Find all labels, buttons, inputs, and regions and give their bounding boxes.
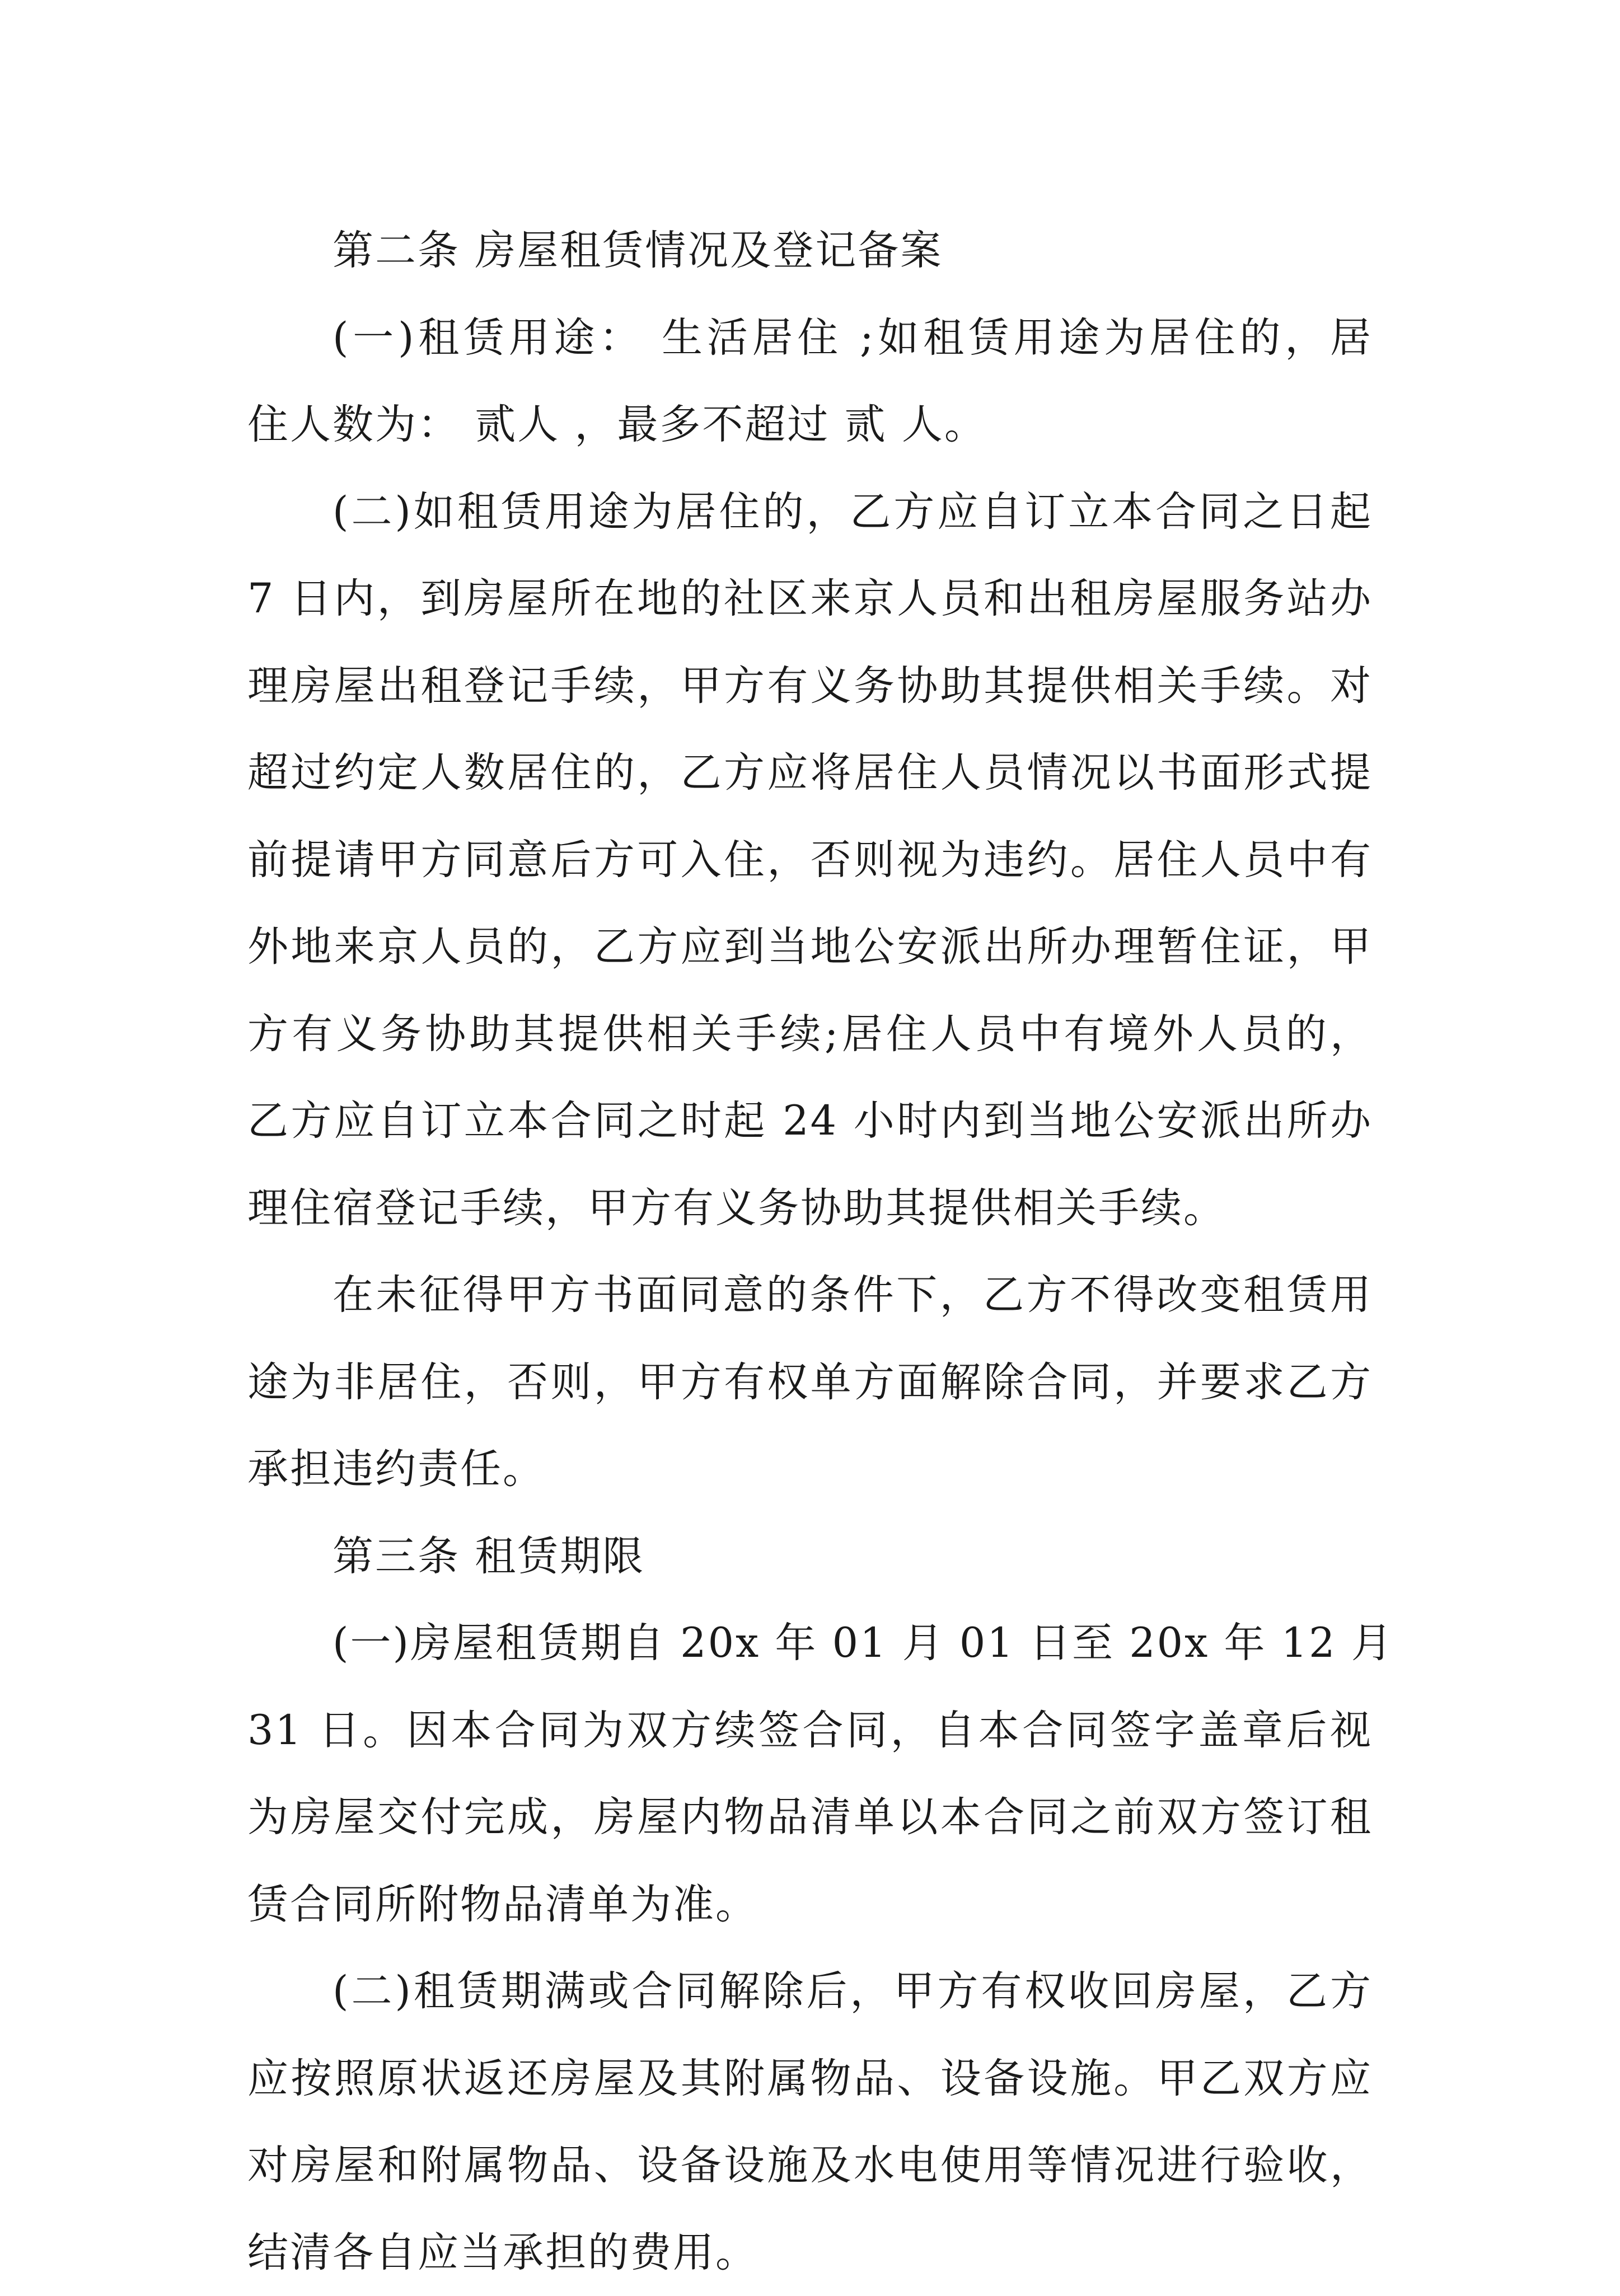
text-line: (一)租赁用途： 生活居住 ;如租赁用途为居住的，居 — [247, 294, 1373, 382]
text-line: 乙方应自订立本合同之时起 24 小时内到当地公安派出所办 — [247, 1077, 1373, 1165]
text-line: 承担违约责任。 — [247, 1426, 1373, 1513]
text-line: 途为非居住，否则，甲方有权单方面解除合同，并要求乙方 — [247, 1339, 1373, 1426]
text-line: 应按照原状返还房屋及其附属物品、设备设施。甲乙双方应 — [247, 2035, 1373, 2122]
text-line: 在未征得甲方书面同意的条件下，乙方不得改变租赁用 — [247, 1252, 1373, 1339]
text-line: 7 日内，到房屋所在地的社区来京人员和出租房屋服务站办 — [247, 555, 1373, 643]
text-line: 外地来京人员的，乙方应到当地公安派出所办理暂住证，甲 — [247, 903, 1373, 991]
text-line: 31 日。因本合同为双方续签合同，自本合同签字盖章后视 — [247, 1687, 1373, 1774]
text-line: (二)租赁期满或合同解除后，甲方有权收回房屋，乙方 — [247, 1948, 1373, 2035]
text-line: 赁合同所附物品清单为准。 — [247, 1861, 1373, 1948]
text-line: 为房屋交付完成，房屋内物品清单以本合同之前双方签订租 — [247, 1774, 1373, 1861]
text-line: (二)如租赁用途为居住的，乙方应自订立本合同之日起 — [247, 468, 1373, 556]
text-line: 结清各自应当承担的费用。 — [247, 2209, 1373, 2296]
text-line: 理房屋出租登记手续，甲方有义务协助其提供相关手续。对 — [247, 643, 1373, 730]
article-2-heading: 第二条 房屋租赁情况及登记备案 — [247, 207, 1373, 294]
document-body — [247, 207, 1373, 2296]
text-line: 对房屋和附属物品、设备设施及水电使用等情况进行验收， — [247, 2122, 1373, 2209]
text-line: (一)房屋租赁期自 20x 年 01 月 01 日至 20x 年 12 月 — [247, 1600, 1373, 1687]
text-line: 住人数为： 贰人 ，最多不超过 贰 人。 — [247, 381, 1373, 468]
text-line: 理住宿登记手续，甲方有义务协助其提供相关手续。 — [247, 1165, 1373, 1252]
text-line: 方有义务协助其提供相关手续;居住人员中有境外人员的， — [247, 991, 1373, 1078]
text-line: 前提请甲方同意后方可入住，否则视为违约。居住人员中有 — [247, 817, 1373, 904]
article-3-heading: 第三条 租赁期限 — [247, 1513, 1373, 1600]
text-line: 超过约定人数居住的，乙方应将居住人员情况以书面形式提 — [247, 729, 1373, 817]
